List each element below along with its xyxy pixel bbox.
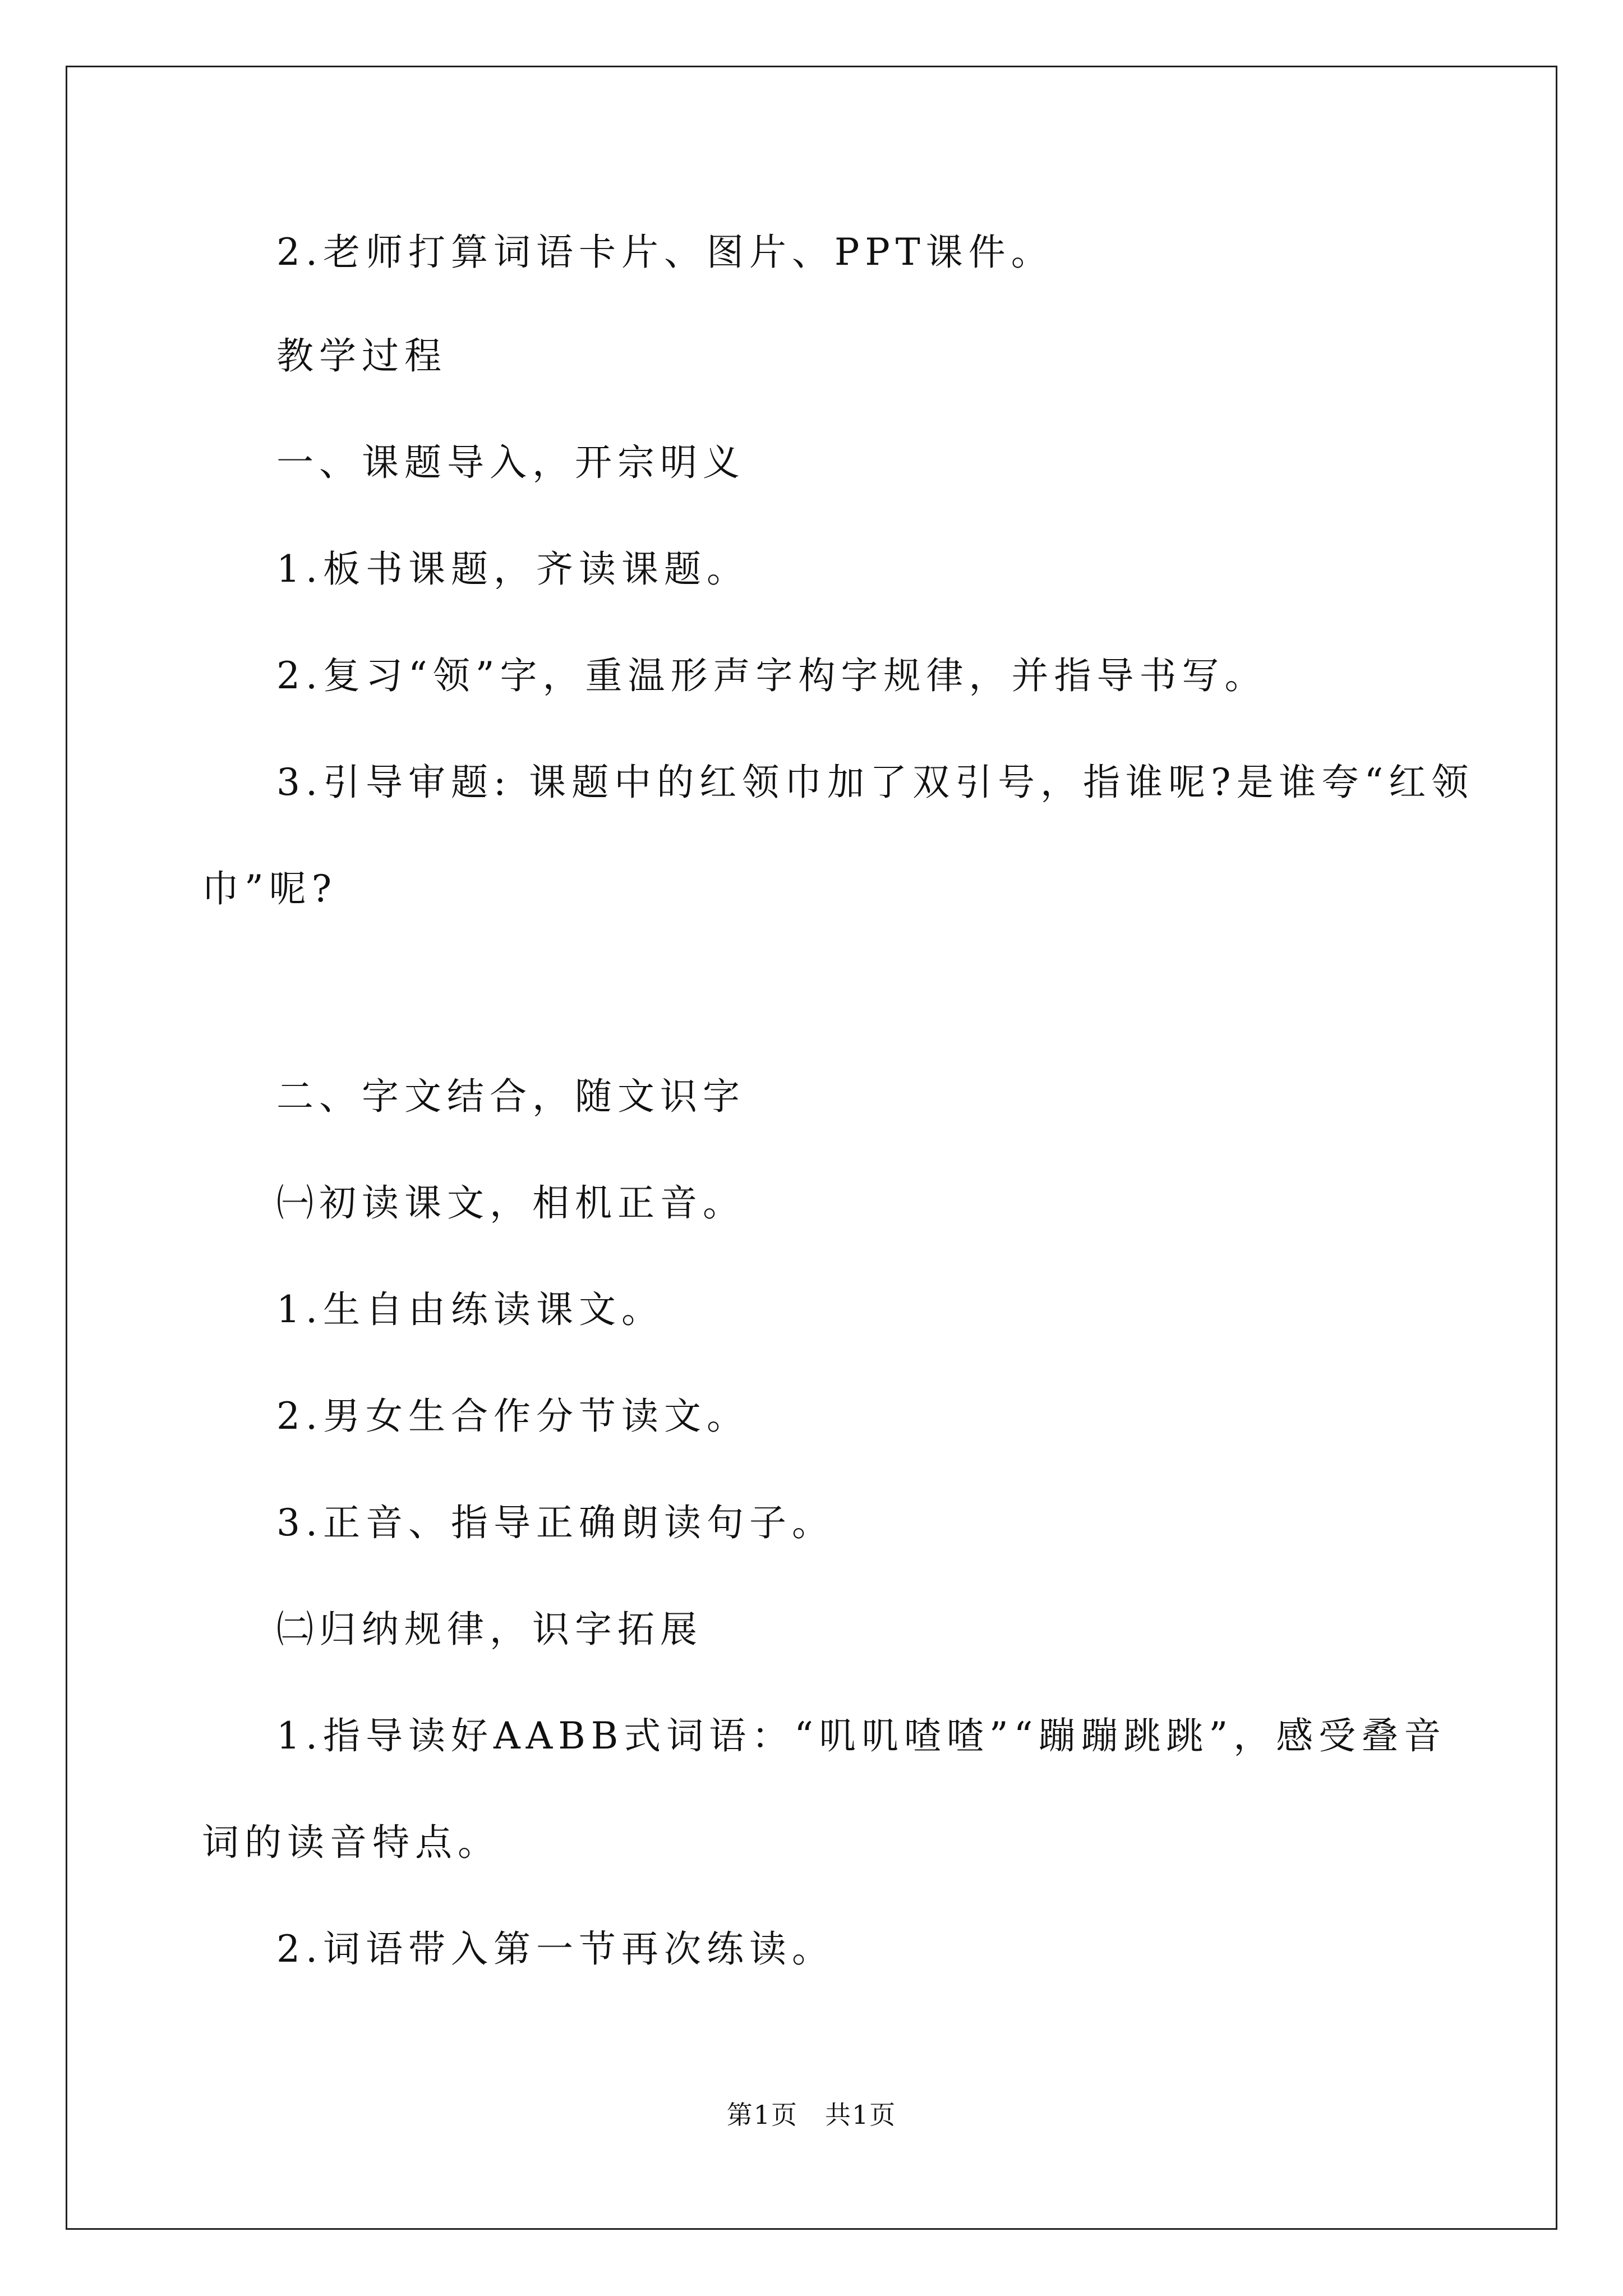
paragraph-8-line-2: 词的读音特点。: [202, 1821, 500, 1864]
section-heading-1: 一、课题导入，开宗明义: [276, 441, 745, 484]
page-number-footer: 第1页 共1页: [726, 2100, 897, 2130]
page-border: [66, 66, 1557, 2230]
sub-heading-1: ㈠初读课文，相机正音。: [276, 1181, 745, 1225]
section-heading-teaching-process: 教学过程: [276, 334, 447, 378]
paragraph-4-line-2: 巾”呢?: [202, 867, 338, 910]
paragraph-8-line-1: 1.指导读好AABB式词语：“叽叽喳喳”“蹦蹦跳跳”，感受叠音: [276, 1714, 1447, 1757]
paragraph-6: 2.男女生合作分节读文。: [276, 1395, 749, 1438]
paragraph-4-line-1: 3.引导审题: 课题中的红领巾加了双引号，指谁呢?是谁夸“红领: [276, 761, 1474, 804]
paragraph-2: 1.板书课题，齐读课题。: [276, 547, 749, 591]
paragraph-5: 1.生自由练读课文。: [276, 1288, 664, 1331]
paragraph-1: 2.老师打算词语卡片、图片、PPT课件。: [276, 231, 1054, 274]
paragraph-3: 2.复习“领”字，重温形声字构字规律，并指导书写。: [276, 654, 1267, 697]
section-heading-2: 二、字文结合，随文识字: [276, 1075, 745, 1118]
sub-heading-2: ㈡归纳规律，识字拓展: [276, 1608, 703, 1651]
paragraph-9: 2.词语带入第一节再次练读。: [276, 1927, 834, 1971]
paragraph-7: 3.正音、指导正确朗读句子。: [276, 1501, 834, 1544]
